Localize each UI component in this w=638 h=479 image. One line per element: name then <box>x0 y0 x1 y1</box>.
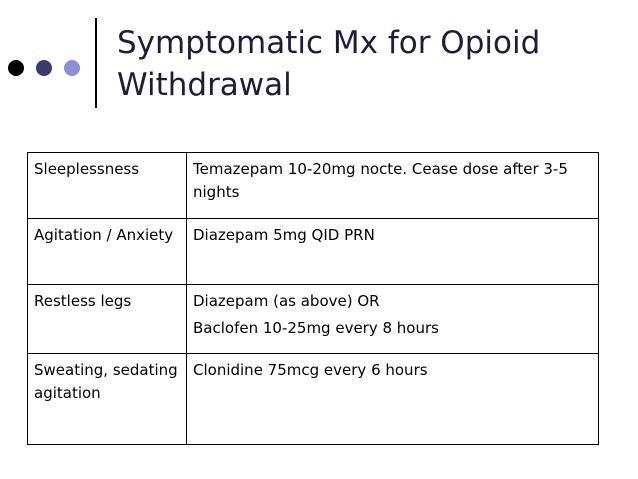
dot-lavender <box>64 60 80 76</box>
treatment-line: Clonidine 75mcg every 6 hours <box>193 361 428 379</box>
title-divider <box>95 18 97 108</box>
treatment-cell <box>187 285 599 354</box>
decorative-dots <box>8 60 88 78</box>
treatment-cell <box>187 219 599 285</box>
table-row <box>28 219 599 285</box>
treatment-cell <box>187 153 599 219</box>
symptom-cell: Restless legs <box>28 285 187 354</box>
symptom-cell: Sleeplessness <box>28 153 187 219</box>
symptom-cell: Sweating, sedating agitation <box>28 354 187 445</box>
table-row <box>28 285 599 354</box>
treatment-line: Diazepam (as above) OR <box>193 292 380 310</box>
treatment-line: Baclofen 10-25mg every 8 hours <box>193 319 439 337</box>
slide-title <box>117 22 617 106</box>
treatment-cell <box>187 354 599 445</box>
symptom-cell: Agitation / Anxiety <box>28 219 187 285</box>
dot-navy <box>36 60 52 76</box>
table-row <box>28 354 599 445</box>
treatment-line: Diazepam 5mg QID PRN <box>193 226 375 244</box>
title-line-2: Withdrawal <box>117 67 292 103</box>
table-row <box>28 153 599 219</box>
dot-black <box>8 60 24 76</box>
treatment-line: Temazepam 10-20mg nocte. Cease dose after 3-5 nights <box>193 160 568 201</box>
treatment-table <box>27 152 599 445</box>
title-line-1: Symptomatic Mx for Opioid <box>117 25 541 61</box>
